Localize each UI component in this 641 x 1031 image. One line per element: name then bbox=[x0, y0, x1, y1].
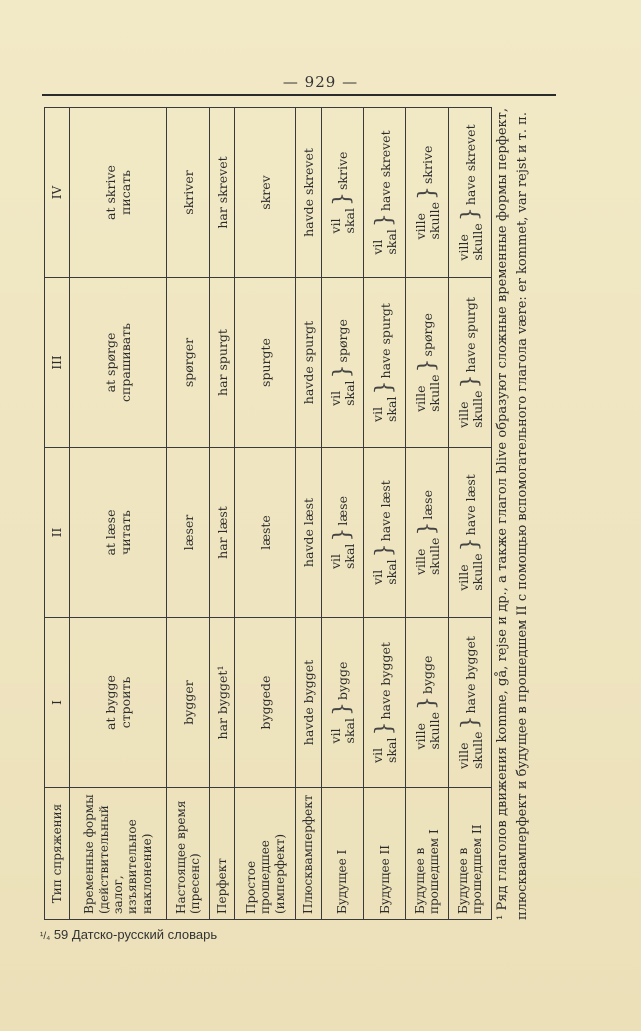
cell-form: spurgte bbox=[257, 338, 273, 387]
auxiliary-verb: skulle bbox=[469, 553, 485, 591]
auxiliary-pair bbox=[329, 208, 357, 233]
main-verb: skrive bbox=[420, 145, 436, 184]
brace-glyph: } bbox=[329, 527, 355, 542]
brace-glyph: } bbox=[329, 191, 355, 206]
auxiliary-pair bbox=[457, 390, 485, 427]
row-label: Будущее в прошедшем I bbox=[406, 788, 449, 920]
main-verb: spørge bbox=[420, 313, 436, 357]
compound-form bbox=[371, 130, 399, 254]
cell-form: at bygge bbox=[103, 675, 119, 730]
brace-glyph: } bbox=[414, 358, 440, 373]
printer-signature bbox=[40, 927, 217, 942]
cell-form: læste bbox=[257, 515, 273, 550]
row-label: Временные формы (действительный залог, изъявительное наклонение) bbox=[70, 788, 167, 920]
table-rotation-wrapper bbox=[44, 108, 492, 920]
auxiliary-verb: ville bbox=[413, 212, 429, 240]
cell-translation: строить bbox=[118, 676, 134, 729]
brace-glyph: } bbox=[372, 543, 398, 558]
table-cell bbox=[406, 278, 449, 448]
auxiliary-pair bbox=[371, 738, 399, 763]
table-row bbox=[235, 108, 296, 920]
brace-glyph: } bbox=[457, 715, 483, 730]
main-verb: have læst bbox=[463, 474, 479, 536]
brace-glyph: } bbox=[414, 186, 440, 200]
cell-form: skrev bbox=[257, 175, 273, 210]
column-header: III bbox=[45, 278, 70, 448]
table-cell bbox=[449, 448, 492, 618]
table-cell bbox=[167, 108, 210, 278]
cell-translation: писать bbox=[118, 170, 134, 215]
main-verb: læse bbox=[420, 490, 436, 520]
column-header: I bbox=[45, 618, 70, 788]
auxiliary-pair bbox=[457, 223, 485, 260]
main-verb: have læst bbox=[377, 480, 393, 542]
brace-glyph: } bbox=[372, 721, 398, 736]
brace-glyph: } bbox=[372, 380, 398, 395]
compound-form bbox=[329, 152, 357, 234]
auxiliary-verb: skal bbox=[384, 737, 400, 763]
auxiliary-pair bbox=[371, 559, 399, 584]
auxiliary-verb: vil bbox=[328, 728, 344, 744]
row-label: Будущее в прошедшем II bbox=[449, 788, 492, 920]
page-number: — 929 — bbox=[282, 73, 359, 91]
row-label: Будущее I bbox=[321, 788, 363, 920]
signature-fraction: ¹/₄ bbox=[40, 931, 51, 942]
table-cell bbox=[235, 278, 296, 448]
auxiliary-verb: vil bbox=[370, 239, 386, 255]
cell-form: havde læst bbox=[301, 497, 316, 568]
cell-form: at skrive bbox=[103, 165, 119, 220]
table-row bbox=[167, 108, 210, 920]
auxiliary-verb: skal bbox=[341, 543, 357, 570]
auxiliary-verb: skal bbox=[341, 207, 357, 234]
cell-form: har læst bbox=[214, 506, 230, 559]
table-row bbox=[364, 108, 406, 920]
column-header: IV bbox=[45, 108, 70, 278]
auxiliary-verb: vil bbox=[328, 390, 344, 406]
table-cell bbox=[449, 278, 492, 448]
auxiliary-verb: skulle bbox=[426, 202, 442, 240]
auxiliary-verb: ville bbox=[455, 401, 471, 428]
auxiliary-verb: ville bbox=[455, 564, 471, 591]
auxiliary-verb: skal bbox=[384, 396, 400, 422]
footnote-rotation-wrapper bbox=[493, 108, 563, 920]
brace-glyph: } bbox=[457, 374, 483, 389]
main-verb: skrive bbox=[335, 151, 351, 190]
table-cell bbox=[167, 448, 210, 618]
auxiliary-verb: skal bbox=[384, 559, 400, 585]
footnote: ¹ Ряд глаголов движения komme, gå, rejse и др., а также глагол blive образуют сложные временные формы перфект, плюсквамперфект и будущее в прошедшем II с помощью вспомогательного глагола være: er kommet, var rejst и т. п. bbox=[495, 108, 530, 920]
table-cell bbox=[364, 278, 406, 448]
table-cell bbox=[321, 108, 363, 278]
compound-form bbox=[329, 496, 357, 569]
main-verb: have spurgt bbox=[377, 303, 393, 379]
table-row bbox=[449, 108, 492, 920]
compound-form bbox=[329, 319, 357, 406]
table-cell bbox=[364, 448, 406, 618]
auxiliary-verb: skulle bbox=[469, 390, 485, 428]
row-label: Настоящее время (пресенс) bbox=[167, 788, 210, 920]
auxiliary-pair bbox=[371, 229, 399, 254]
auxiliary-verb: vil bbox=[370, 569, 386, 585]
auxiliary-verb: ville bbox=[413, 723, 429, 750]
table-cell bbox=[70, 618, 167, 788]
auxiliary-verb: skal bbox=[341, 380, 357, 406]
column-header: II bbox=[45, 448, 70, 618]
compound-form bbox=[329, 662, 357, 744]
auxiliary-pair bbox=[371, 396, 399, 421]
compound-form bbox=[457, 474, 485, 591]
auxiliary-verb: vil bbox=[370, 747, 386, 763]
row-label: Будущее II bbox=[364, 788, 406, 920]
compound-form bbox=[371, 303, 399, 422]
table-cell bbox=[235, 108, 296, 278]
table-cell bbox=[449, 108, 492, 278]
auxiliary-verb: ville bbox=[455, 234, 471, 261]
table-cell bbox=[406, 618, 449, 788]
cell-form: at læse bbox=[103, 509, 119, 556]
compound-form bbox=[457, 124, 485, 260]
table-cell bbox=[296, 618, 321, 788]
row-label: Плюсквамперфект bbox=[296, 788, 321, 920]
cell-form: bygger bbox=[180, 680, 196, 725]
table-cell bbox=[321, 278, 363, 448]
auxiliary-pair bbox=[414, 538, 442, 575]
auxiliary-pair bbox=[329, 544, 357, 569]
auxiliary-verb: skulle bbox=[469, 223, 485, 261]
auxiliary-pair bbox=[457, 553, 485, 590]
top-rule bbox=[42, 94, 556, 96]
compound-form bbox=[414, 656, 442, 750]
auxiliary-verb: ville bbox=[455, 742, 471, 769]
auxiliary-pair bbox=[457, 732, 485, 769]
compound-form bbox=[457, 636, 485, 769]
auxiliary-pair bbox=[414, 712, 442, 749]
auxiliary-verb: ville bbox=[413, 385, 429, 412]
signature-title: Датско-русский словарь bbox=[71, 927, 218, 942]
brace-glyph: } bbox=[457, 537, 483, 552]
table-cell bbox=[296, 448, 321, 618]
table-header-row bbox=[45, 108, 70, 920]
auxiliary-pair bbox=[414, 374, 442, 411]
signature-number: 59 bbox=[53, 927, 69, 942]
cell-form: byggede bbox=[257, 675, 273, 730]
cell-form: havde skrevet bbox=[301, 148, 316, 237]
cell-form: spørger bbox=[180, 337, 196, 388]
auxiliary-verb: skulle bbox=[426, 712, 442, 750]
cell-form: havde bygget bbox=[301, 659, 316, 746]
cell-form: har spurgt bbox=[214, 329, 230, 396]
compound-form bbox=[414, 313, 442, 412]
main-verb: læse bbox=[335, 496, 351, 526]
conjugation-table bbox=[44, 107, 492, 920]
auxiliary-verb: skulle bbox=[426, 374, 442, 412]
compound-form bbox=[371, 642, 399, 763]
table-cell bbox=[296, 108, 321, 278]
table-cell bbox=[167, 278, 210, 448]
auxiliary-pair bbox=[329, 380, 357, 405]
table-cell bbox=[406, 448, 449, 618]
main-verb: have bygget bbox=[377, 642, 393, 720]
table-cell bbox=[235, 448, 296, 618]
brace-glyph: } bbox=[372, 213, 398, 228]
table-cell bbox=[321, 618, 363, 788]
main-verb: have skrevet bbox=[377, 130, 393, 212]
table-cell bbox=[321, 448, 363, 618]
table-row bbox=[296, 108, 321, 920]
auxiliary-verb: skulle bbox=[469, 731, 485, 769]
table-row bbox=[210, 108, 235, 920]
auxiliary-pair bbox=[329, 718, 357, 743]
auxiliary-verb: ville bbox=[413, 548, 429, 575]
cell-form: at spørge bbox=[103, 332, 119, 393]
compound-form bbox=[414, 490, 442, 575]
auxiliary-verb: skulle bbox=[426, 537, 442, 575]
auxiliary-pair bbox=[414, 202, 442, 239]
auxiliary-verb: skal bbox=[384, 229, 400, 255]
table-cell bbox=[70, 278, 167, 448]
main-verb: have spurgt bbox=[463, 297, 479, 373]
table-cell bbox=[70, 448, 167, 618]
table-cell bbox=[210, 618, 235, 788]
main-verb: have bygget bbox=[463, 636, 479, 714]
main-verb: have skrevet bbox=[463, 124, 479, 206]
table-body bbox=[70, 108, 492, 920]
cell-translation: спрашивать bbox=[118, 323, 134, 402]
auxiliary-verb: vil bbox=[328, 218, 344, 234]
brace-glyph: } bbox=[457, 207, 483, 222]
cell-form: skriver bbox=[180, 170, 196, 215]
compound-form bbox=[371, 480, 399, 585]
table-row bbox=[321, 108, 363, 920]
auxiliary-verb: skal bbox=[341, 718, 357, 744]
table-row bbox=[406, 108, 449, 920]
table-cell bbox=[235, 618, 296, 788]
table-cell bbox=[70, 108, 167, 278]
table-cell bbox=[364, 618, 406, 788]
table-cell bbox=[406, 108, 449, 278]
auxiliary-verb: vil bbox=[370, 406, 386, 422]
compound-form bbox=[414, 146, 442, 240]
table-cell bbox=[364, 108, 406, 278]
cell-form: havde spurgt bbox=[301, 320, 316, 405]
brace-glyph: } bbox=[414, 696, 440, 711]
compound-form bbox=[457, 297, 485, 428]
brace-glyph: } bbox=[329, 364, 355, 379]
cell-translation: читать bbox=[118, 510, 134, 555]
table-cell bbox=[296, 278, 321, 448]
main-verb: spørge bbox=[335, 319, 351, 363]
column-header: Тип спряжения bbox=[45, 788, 70, 920]
row-label: Перфект bbox=[210, 788, 235, 920]
table-cell bbox=[210, 448, 235, 618]
table-cell bbox=[167, 618, 210, 788]
row-label: Простое прошедшее (имперфект) bbox=[235, 788, 296, 920]
table-row bbox=[70, 108, 167, 920]
brace-glyph: } bbox=[329, 702, 355, 717]
brace-glyph: } bbox=[414, 521, 440, 536]
cell-form: har bygget¹ bbox=[214, 665, 230, 740]
auxiliary-verb: vil bbox=[328, 553, 344, 570]
table-cell bbox=[210, 278, 235, 448]
table-cell bbox=[210, 108, 235, 278]
table-cell bbox=[449, 618, 492, 788]
main-verb: bygge bbox=[420, 655, 436, 695]
cell-form: læser bbox=[180, 514, 196, 551]
cell-form: har skrevet bbox=[214, 156, 230, 229]
main-verb: bygge bbox=[335, 661, 351, 701]
